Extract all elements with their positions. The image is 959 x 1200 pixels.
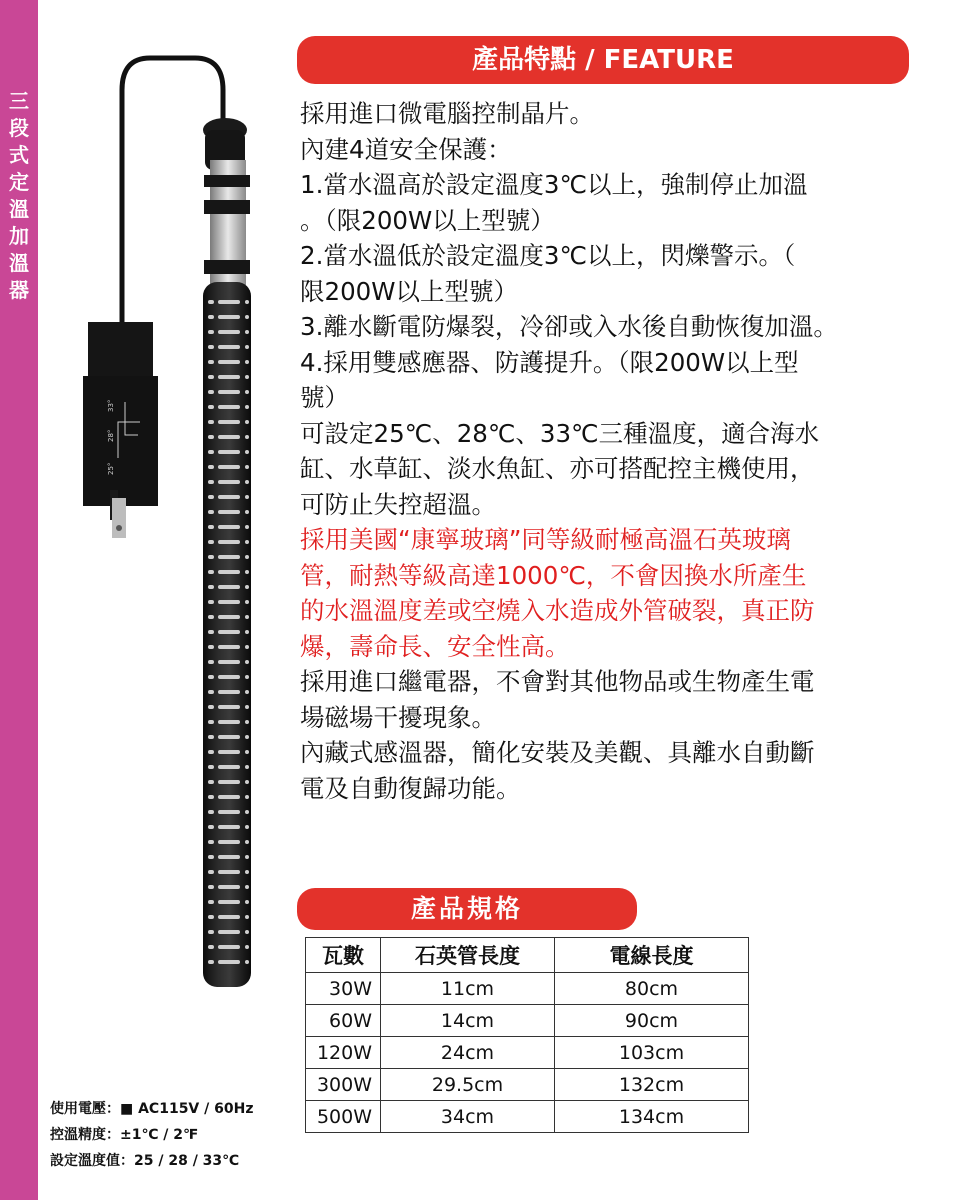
tube-slot — [245, 645, 249, 649]
tube-slot — [218, 345, 240, 349]
tube-slot — [208, 780, 214, 784]
tube-slot — [245, 915, 249, 919]
spec-table — [305, 937, 749, 1133]
feature-line: 可防止失控超溫。 — [300, 489, 496, 519]
tube-slot — [208, 360, 214, 364]
plug-prong — [112, 498, 126, 538]
tube-slot — [208, 480, 214, 484]
tube-slot — [218, 795, 240, 799]
tube-slot — [245, 795, 249, 799]
tube-slot — [208, 720, 214, 724]
tube-slot — [218, 735, 240, 739]
tube-slot — [245, 600, 249, 604]
feature-line: 。（限200W以上型號） — [300, 205, 555, 235]
tube-slot — [218, 690, 240, 694]
tube-slot — [245, 750, 249, 754]
tube-slot — [245, 720, 249, 724]
tube-slot — [218, 495, 240, 499]
side-title-char: 段 — [9, 116, 29, 140]
tube-slot — [208, 435, 214, 439]
tube-slot — [245, 660, 249, 664]
tube-slot — [218, 840, 240, 844]
tube-length-cell: 11cm — [381, 973, 555, 1005]
feature-line: 3.離水斷電防爆裂，冷卻或入水後自動恢復加溫。 — [300, 312, 838, 341]
feature-list — [300, 96, 915, 806]
tube-slot — [245, 360, 249, 364]
heater-product-image — [80, 50, 280, 1000]
tube-slot — [208, 645, 214, 649]
tube-slot — [208, 810, 214, 814]
feature-line-highlight: 管，耐熱等級高達1000℃，不會因換水所產生 — [300, 560, 807, 590]
tube-slot — [208, 825, 214, 829]
tube-slot — [208, 510, 214, 514]
tube-slot — [208, 855, 214, 859]
tube-slot — [245, 390, 249, 394]
watt-cell: 500W — [306, 1101, 381, 1133]
tube-slot — [245, 465, 249, 469]
spec-header-tube-length: 石英管長度 — [381, 938, 555, 973]
tube-slot — [208, 690, 214, 694]
tube-slot — [245, 705, 249, 709]
tube-slot — [218, 780, 240, 784]
bottom-info — [50, 1096, 253, 1174]
tube-slot — [208, 735, 214, 739]
feature-line: 內藏式感溫器，簡化安裝及美觀、具離水自動斷 — [300, 738, 815, 767]
tube-slot — [218, 615, 240, 619]
tube-slot — [208, 660, 214, 664]
dial-label-28: 28° — [107, 429, 115, 442]
tube-slot — [208, 330, 214, 334]
tube-slot — [208, 870, 214, 874]
cable-length-cell: 90cm — [555, 1005, 749, 1037]
side-title — [0, 88, 38, 304]
tube-length-cell: 34cm — [381, 1101, 555, 1133]
feature-line: 4.採用雙感應器、防護提升。（限200W以上型 — [300, 347, 799, 377]
tube-slot — [208, 930, 214, 934]
spec-header-watt: 瓦數 — [306, 938, 381, 973]
tube-slot — [218, 570, 240, 574]
voltage-info: 使用電壓：■ AC115V / 60Hz — [50, 1101, 254, 1117]
tube-slot — [218, 600, 240, 604]
tube-slot — [208, 915, 214, 919]
tube-slot — [208, 465, 214, 469]
feature-line-highlight: 採用美國“康寧玻璃”同等級耐極高溫石英玻璃 — [300, 525, 791, 554]
cable-length-cell: 134cm — [555, 1101, 749, 1133]
feature-line: 採用進口微電腦控制晶片。 — [300, 99, 594, 128]
tube-slot — [218, 870, 240, 874]
tube-slot — [218, 300, 240, 304]
tube-slot — [218, 330, 240, 334]
feature-line: 缸、水草缸、淡水魚缸、亦可搭配控主機使用， — [300, 454, 815, 483]
cable-length-cell: 80cm — [555, 973, 749, 1005]
watt-cell: 120W — [306, 1037, 381, 1069]
side-title-char: 三 — [9, 89, 29, 113]
cable-length-cell: 132cm — [555, 1069, 749, 1101]
feature-line: 限200W以上型號） — [300, 276, 518, 306]
feature-line: 採用進口繼電器，不會對其他物品或生物產生電 — [300, 667, 815, 696]
tube-slot — [245, 480, 249, 484]
accuracy-info: 控溫精度：±1℃ / 2℉ — [50, 1127, 199, 1143]
tube-slot — [218, 750, 240, 754]
tube-slot — [245, 450, 249, 454]
tube-slot — [208, 405, 214, 409]
tube-slot — [245, 930, 249, 934]
tube-slot — [245, 840, 249, 844]
tube-slot — [245, 810, 249, 814]
tube-slot — [208, 555, 214, 559]
tube-slot — [245, 960, 249, 964]
tube-slot — [208, 900, 214, 904]
watt-cell: 60W — [306, 1005, 381, 1037]
tube-slot — [208, 375, 214, 379]
table-row — [306, 1037, 749, 1069]
tube-slot — [208, 765, 214, 769]
tube-slot — [208, 315, 214, 319]
feature-line: 號） — [300, 383, 349, 412]
dial-label-25: 25° — [107, 462, 115, 475]
feature-line: 場磁場干擾現象。 — [300, 702, 496, 732]
tube-slot — [208, 675, 214, 679]
tube-slot — [218, 405, 240, 409]
tube-slot — [218, 960, 240, 964]
tube-slot — [218, 765, 240, 769]
tube-slot — [208, 570, 214, 574]
tube-slot — [245, 945, 249, 949]
tube-slot — [245, 900, 249, 904]
tube-slot — [245, 765, 249, 769]
tube-slot — [245, 615, 249, 619]
tube-slot — [208, 840, 214, 844]
side-title-char: 溫 — [9, 197, 29, 221]
side-title-char: 加 — [9, 224, 29, 248]
tube-slot — [218, 540, 240, 544]
tube-slot — [245, 825, 249, 829]
tube-slot — [218, 375, 240, 379]
feature-line-highlight: 的水溫溫度差或空燒入水造成外管破裂，真正防 — [300, 596, 815, 625]
tube-slot — [208, 750, 214, 754]
tube-slot — [245, 375, 249, 379]
tube-slot — [245, 570, 249, 574]
tube-slot — [245, 870, 249, 874]
tube-slot — [245, 435, 249, 439]
tube-slot — [218, 885, 240, 889]
tube-slot — [208, 600, 214, 604]
tube-slot — [245, 525, 249, 529]
tube-slot — [218, 915, 240, 919]
side-title-char: 定 — [9, 170, 29, 194]
tube-slot — [218, 360, 240, 364]
tube-slot — [208, 420, 214, 424]
tube-slot — [218, 450, 240, 454]
tube-slot — [245, 630, 249, 634]
tube-slot — [208, 615, 214, 619]
feature-line: 1.當水溫高於設定溫度3℃以上，強制停止加溫 — [300, 170, 808, 199]
tube-length-cell: 24cm — [381, 1037, 555, 1069]
tube-slot — [208, 705, 214, 709]
tube-slot — [208, 525, 214, 529]
tube-slot — [245, 330, 249, 334]
side-title-char: 器 — [9, 278, 29, 302]
tube-slot — [218, 525, 240, 529]
spec-table-header-row — [306, 938, 749, 973]
tube-slot — [208, 300, 214, 304]
tube-slot — [245, 405, 249, 409]
tube-slot — [218, 660, 240, 664]
tube-slot — [245, 585, 249, 589]
tube-slot — [218, 945, 240, 949]
spec-header-cable-length: 電線長度 — [555, 938, 749, 973]
tube-slot — [218, 480, 240, 484]
tube-slot — [245, 495, 249, 499]
tube-slot — [245, 735, 249, 739]
tube-slot — [218, 390, 240, 394]
side-title-char: 溫 — [9, 251, 29, 275]
feature-line: 可設定25℃、28℃、33℃三種溫度，適合海水 — [300, 418, 820, 448]
feature-line-highlight: 爆，壽命長、安全性高。 — [300, 631, 570, 661]
tube-slot — [245, 780, 249, 784]
tube-slot — [208, 585, 214, 589]
power-cable — [122, 58, 223, 325]
tube-slot — [218, 855, 240, 859]
table-row — [306, 973, 749, 1005]
tube-slot — [245, 300, 249, 304]
tube-slot — [218, 510, 240, 514]
tube-slot — [245, 885, 249, 889]
feature-line: 2.當水溫低於設定溫度3℃以上，閃爍警示。（ — [300, 241, 796, 270]
tube-slot — [208, 945, 214, 949]
tube-slot — [245, 855, 249, 859]
tube-slot — [208, 345, 214, 349]
tube-length-cell: 14cm — [381, 1005, 555, 1037]
tube-slot — [208, 630, 214, 634]
tube-slot — [218, 645, 240, 649]
feature-header: 產品特點 / FEATURE — [297, 36, 909, 84]
plug-body — [83, 376, 158, 506]
tube-slot — [218, 810, 240, 814]
tube-slot — [245, 540, 249, 544]
cable-length-cell: 103cm — [555, 1037, 749, 1069]
tube-slot — [208, 795, 214, 799]
tube-slot — [218, 720, 240, 724]
table-row — [306, 1069, 749, 1101]
tube-slot — [218, 900, 240, 904]
dial-label-33: 33° — [107, 399, 115, 412]
tube-slot — [208, 450, 214, 454]
table-row — [306, 1101, 749, 1133]
heater-tube — [203, 282, 251, 987]
side-title-char: 式 — [9, 143, 29, 167]
tube-slot — [218, 315, 240, 319]
tube-slot — [245, 510, 249, 514]
plug-top — [88, 322, 153, 378]
tube-slot — [218, 585, 240, 589]
feature-line: 電及自動復歸功能。 — [300, 773, 521, 803]
tube-slot — [208, 885, 214, 889]
feature-line: 內建4道安全保護： — [300, 134, 512, 164]
watt-cell: 30W — [306, 973, 381, 1005]
tube-slot — [218, 465, 240, 469]
tube-length-cell: 29.5cm — [381, 1069, 555, 1101]
tube-slot — [218, 930, 240, 934]
temperature-setting-info: 設定溫度值：25 / 28 / 33℃ — [50, 1153, 240, 1169]
tube-slot — [218, 705, 240, 709]
spec-header: 產品規格 — [297, 888, 637, 930]
tube-slot — [208, 540, 214, 544]
tube-slot — [218, 825, 240, 829]
tube-slot — [245, 555, 249, 559]
tube-slot — [208, 390, 214, 394]
tube-slot — [245, 420, 249, 424]
tube-slot — [245, 690, 249, 694]
tube-slot — [218, 420, 240, 424]
tube-slot — [245, 345, 249, 349]
watt-cell: 300W — [306, 1069, 381, 1101]
tube-slot — [218, 555, 240, 559]
tube-slot — [208, 495, 214, 499]
tube-slot — [218, 675, 240, 679]
table-row — [306, 1005, 749, 1037]
tube-slot — [218, 435, 240, 439]
tube-slot — [208, 960, 214, 964]
tube-slot — [218, 630, 240, 634]
tube-slot — [245, 315, 249, 319]
tube-slot — [245, 675, 249, 679]
